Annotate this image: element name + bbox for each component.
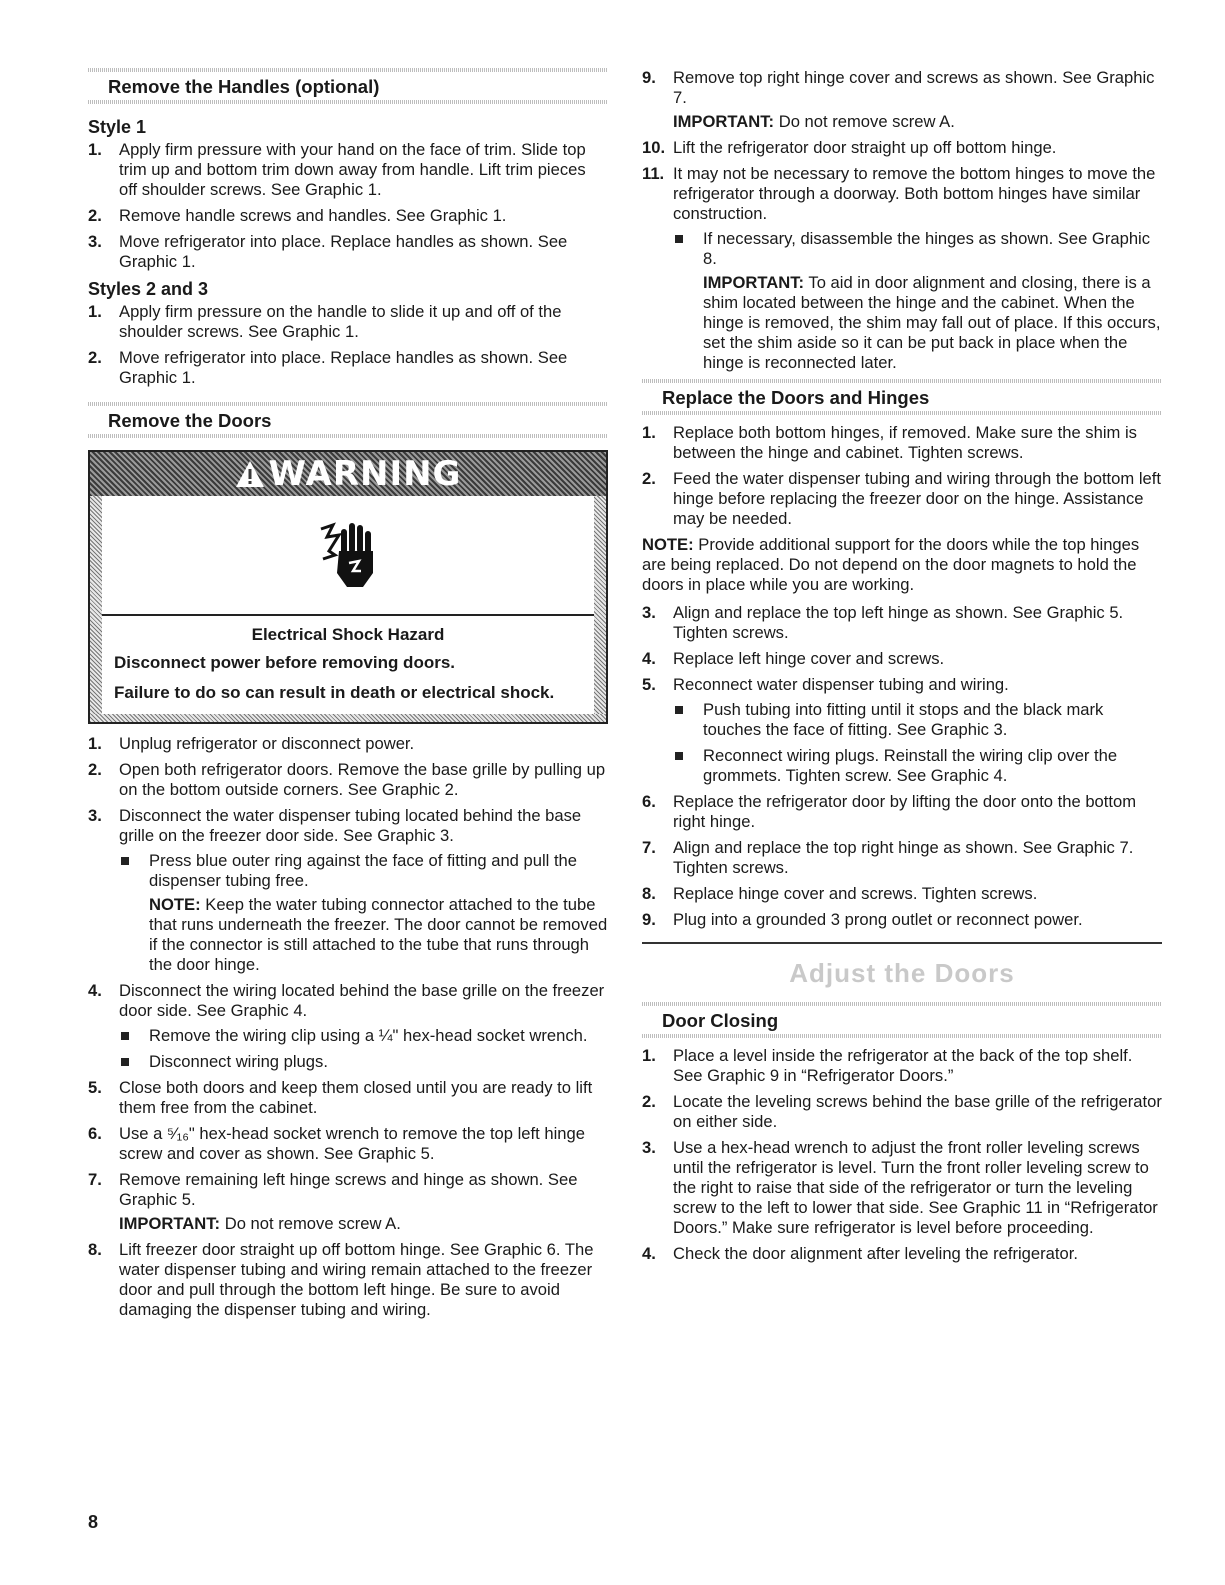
step-number: 3. [642, 1138, 656, 1157]
style1-steps [88, 140, 608, 272]
step-text: Replace left hinge cover and screws. [673, 649, 945, 668]
warning-border-bottom [90, 714, 606, 722]
list-item [88, 734, 608, 754]
warning-text [102, 616, 594, 714]
warning-box [88, 450, 608, 724]
step-number: 2. [88, 760, 102, 779]
step-number: 9. [642, 68, 656, 87]
note-label: NOTE: [642, 535, 694, 554]
step-text: Remove handle screws and handles. See Graphic 1. [119, 206, 507, 225]
list-item [642, 1138, 1162, 1238]
warning-content [102, 496, 594, 714]
bullet-item [673, 229, 1162, 373]
list-item [642, 68, 1162, 132]
hazard-title: Electrical Shock Hazard [251, 625, 445, 644]
bullet-text: If necessary, disassemble the hinges as shown. See Graphic 8. [703, 229, 1151, 268]
step-number: 2. [642, 469, 656, 488]
list-item [642, 423, 1162, 463]
important-block [119, 1214, 608, 1234]
list-item [642, 1092, 1162, 1132]
section-heading-remove-handles [88, 68, 608, 104]
note-paragraph [642, 535, 1162, 595]
step-number: 1. [88, 302, 102, 321]
step-number: 6. [88, 1124, 102, 1143]
step-text: Replace the refrigerator door by lifting the door onto the bottom right hinge. [673, 792, 1137, 831]
step-text: Disconnect the wiring located behind the base grille on the freezer door side. See Graphic 4. [119, 981, 605, 1020]
important-label: IMPORTANT: [119, 1214, 221, 1233]
warning-title: WARNING [268, 454, 462, 494]
step-text: Align and replace the top right hinge as shown. See Graphic 7. Tighten screws. [673, 838, 1134, 877]
heading-text: Remove the Handles (optional) [108, 76, 380, 97]
list-item [642, 910, 1162, 930]
step-text: Check the door alignment after leveling the refrigerator. [673, 1244, 1078, 1263]
list-item [642, 1046, 1162, 1086]
list-item [642, 469, 1162, 529]
warning-body [90, 496, 606, 714]
step-number: 3. [88, 806, 102, 825]
bullet-text: Reconnect wiring plugs. Reinstall the wiring clip over the grommets. Tighten screw. See Graphic 4. [703, 746, 1118, 785]
step-text: Align and replace the top left hinge as shown. See Graphic 5. Tighten screws. [673, 603, 1124, 642]
warning-header [90, 452, 606, 496]
step-number: 2. [642, 1092, 656, 1111]
list-item [88, 1124, 608, 1164]
bullet-item [119, 1052, 608, 1072]
step-number: 7. [88, 1170, 102, 1189]
shock-hazard-area [102, 496, 594, 616]
section-heading-remove-doors [88, 402, 608, 438]
step-number: 9. [642, 910, 656, 929]
list-item [642, 649, 1162, 669]
list-item [88, 348, 608, 388]
list-item [642, 884, 1162, 904]
step-number: 4. [642, 1244, 656, 1263]
step-text: Open both refrigerator doors. Remove the base grille by pulling up on the bottom outside corners. See Graphic 2. [119, 760, 606, 799]
step-text: Place a level inside the refrigerator at the back of the top shelf. See Graphic 9 in “Refrigerator Doors.” [673, 1046, 1133, 1085]
note-label: NOTE: [149, 895, 201, 914]
section-heading-replace-doors [642, 379, 1162, 415]
step-number: 3. [642, 603, 656, 622]
step-text: Remove remaining left hinge screws and hinge as shown. See Graphic 5. [119, 1170, 578, 1209]
bullet-list [119, 851, 608, 975]
list-item [88, 232, 608, 272]
important-block [673, 112, 1162, 132]
bullet-item [119, 1026, 608, 1046]
list-item [642, 838, 1162, 878]
list-item [88, 760, 608, 800]
note-text: Provide additional support for the doors while the top hinges are being replaced. Do not depend on the door magnets to hold the doors in place while you are working. [642, 535, 1140, 594]
list-item [642, 792, 1162, 832]
heading-text: Replace the Doors and Hinges [662, 387, 930, 408]
step-number: 10. [642, 138, 666, 157]
step-text: Move refrigerator into place. Replace handles as shown. See Graphic 1. [119, 348, 568, 387]
important-text: Do not remove screw A. [224, 1214, 401, 1233]
list-item [88, 1170, 608, 1234]
step-text: Replace both bottom hinges, if removed. Make sure the shim is between the hinge and cabinet. Tighten screws. [673, 423, 1137, 462]
important-label: IMPORTANT: [703, 273, 805, 292]
step-text: Apply firm pressure with your hand on the face of trim. Slide top trim up and bottom trim down away from handle. Lift trim pieces off shoulder screws. See Graphic 1. [119, 140, 586, 199]
important-text: Do not remove screw A. [778, 112, 955, 131]
step-text: Locate the leveling screws behind the base grille of the refrigerator on either side. [673, 1092, 1162, 1131]
step-number: 11. [642, 164, 665, 183]
list-item [88, 806, 608, 975]
list-item [88, 302, 608, 342]
step-number: 1. [88, 140, 102, 159]
list-item [88, 1240, 608, 1320]
step-text: Reconnect water dispenser tubing and wiring. [673, 675, 1009, 694]
list-item [642, 1244, 1162, 1264]
bullet-item [673, 700, 1162, 740]
bullet-item [119, 851, 608, 975]
adjust-doors-heading: Adjust the Doors [789, 958, 1015, 988]
step-text: Close both doors and keep them closed until you are ready to lift them free from the cabinet. [119, 1078, 593, 1117]
page-number: 8 [88, 1512, 99, 1532]
step-number: 2. [88, 206, 102, 225]
heading-text: Door Closing [662, 1010, 779, 1031]
step-number: 8. [642, 884, 656, 903]
list-item [642, 138, 1162, 158]
remove-doors-steps [88, 734, 608, 1320]
step-text: Disconnect the water dispenser tubing located behind the base grille on the freezer door side. See Graphic 3. [119, 806, 582, 845]
list-item [88, 206, 608, 226]
bullet-text: Remove the wiring clip using a ¼" hex-head socket wrench. [149, 1026, 588, 1045]
step-text: Unplug refrigerator or disconnect power. [119, 734, 415, 753]
step-number: 4. [88, 981, 102, 1000]
section-heading-door-closing [642, 1002, 1162, 1038]
left-column [88, 68, 608, 1326]
step-text: Use a hex-head wrench to adjust the front roller leveling screws until the refrigerator is level. Turn the front roller leveling screw to the right to raise that side of the refrigerator or turn the leveling screw to the left to lower that side. See Graphic 11 in “Refrigerator Doors.” Make sure refrigerator is level before proceeding. [673, 1138, 1158, 1237]
list-item [88, 981, 608, 1072]
door-closing-steps [642, 1046, 1162, 1264]
note-text: Keep the water tubing connector attached to the tube that runs underneath the freezer. The door cannot be removed if the connector is still attached to the tube that runs through the door hinge. [149, 895, 608, 974]
warning-line-1: Disconnect power before removing doors. [114, 653, 456, 672]
subheading-style-1: Style 1 [88, 117, 147, 137]
step-number: 8. [88, 1240, 102, 1259]
replace-doors-steps-continued [642, 603, 1162, 930]
step-text: It may not be necessary to remove the bottom hinges to move the refrigerator through a doorway. Both bottom hinges have similar construction. [673, 164, 1156, 223]
step-number: 4. [642, 649, 656, 668]
bullet-text: Disconnect wiring plugs. [149, 1052, 328, 1071]
bullet-list [673, 700, 1162, 786]
step-text: Feed the water dispenser tubing and wiring through the bottom left hinge before replacing the freezer door on the hinge. Assistance may be needed. [673, 469, 1161, 528]
electric-shock-hand-icon [303, 515, 393, 595]
step-text: Lift freezer door straight up off bottom hinge. See Graphic 6. The water dispenser tubing and wiring remain attached to the freezer door and pull through the bottom left hinge. Be sure to avoid damaging the dispenser tubing and wiring. [119, 1240, 594, 1319]
bullet-text: Press blue outer ring against the face of fitting and pull the dispenser tubing free. [149, 851, 578, 890]
step-text: Move refrigerator into place. Replace handles as shown. See Graphic 1. [119, 232, 568, 271]
remove-doors-steps-continued [642, 68, 1162, 373]
bullet-item [673, 746, 1162, 786]
list-item [88, 1078, 608, 1118]
step-text: Use a ⁵⁄₁₆" hex-head socket wrench to remove the top left hinge screw and cover as shown. See Graphic 5. [119, 1124, 585, 1163]
style23-steps [88, 302, 608, 388]
bullet-list [119, 1026, 608, 1072]
warning-line-2: Failure to do so can result in death or electrical shock. [114, 683, 555, 702]
warning-border-right [594, 496, 606, 714]
step-number: 1. [88, 734, 102, 753]
step-number: 3. [88, 232, 102, 251]
warning-border-left [90, 496, 102, 714]
step-number: 7. [642, 838, 656, 857]
right-column [642, 68, 1162, 1270]
step-number: 5. [88, 1078, 102, 1097]
step-number: 5. [642, 675, 656, 694]
step-text: Replace hinge cover and screws. Tighten screws. [673, 884, 1038, 903]
step-text: Remove top right hinge cover and screws as shown. See Graphic 7. [673, 68, 1155, 107]
step-text: Plug into a grounded 3 prong outlet or reconnect power. [673, 910, 1083, 929]
important-label: IMPORTANT: [673, 112, 775, 131]
bullet-list [673, 229, 1162, 373]
step-number: 1. [642, 1046, 656, 1065]
important-text: To aid in door alignment and closing, there is a shim located between the hinge and the cabinet. When the hinge is removed, the shim may fall out of place. If this occurs, set the shim aside so it can be put back in place when the hinge is reconnected later. [703, 273, 1161, 372]
list-item [642, 603, 1162, 643]
warning-triangle-icon [235, 460, 265, 488]
step-text: Lift the refrigerator door straight up off bottom hinge. [673, 138, 1057, 157]
note-block [149, 895, 608, 975]
important-block [703, 273, 1162, 373]
step-number: 6. [642, 792, 656, 811]
replace-doors-steps [642, 423, 1162, 529]
heading-text: Remove the Doors [108, 410, 272, 431]
step-number: 2. [88, 348, 102, 367]
bullet-text: Push tubing into fitting until it stops and the black mark touches the face of fitting. See Graphic 3. [703, 700, 1104, 739]
list-item [642, 675, 1162, 786]
divider [642, 942, 1162, 944]
subheading-styles-2-3: Styles 2 and 3 [88, 279, 209, 299]
list-item [88, 140, 608, 200]
step-number: 1. [642, 423, 656, 442]
list-item [642, 164, 1162, 373]
step-text: Apply firm pressure on the handle to slide it up and off of the shoulder screws. See Graphic 1. [119, 302, 562, 341]
